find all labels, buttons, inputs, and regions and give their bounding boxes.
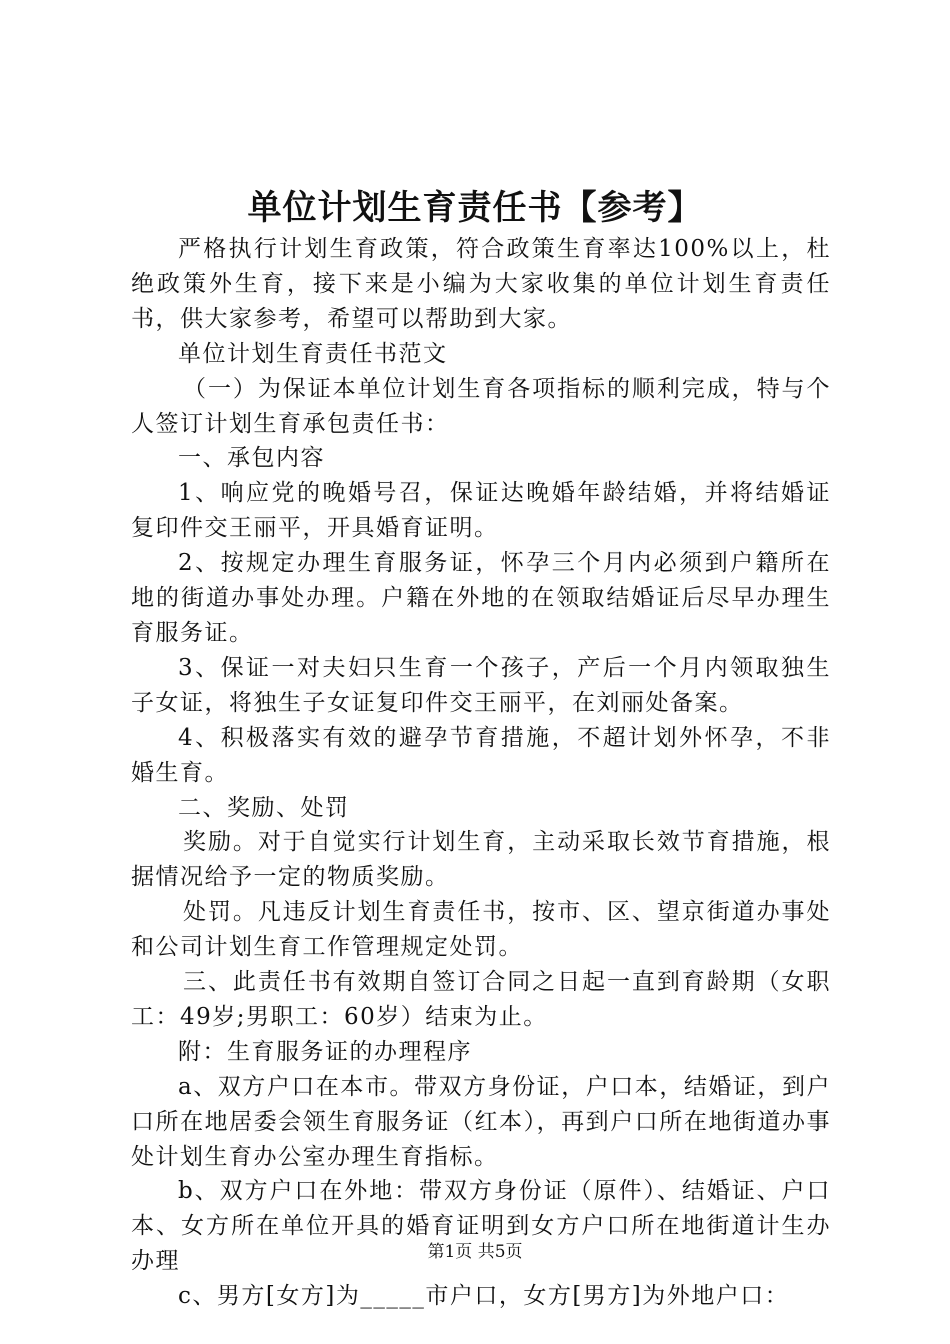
paragraph-item-1: 1、响应党的晚婚号召，保证达晚婚年龄结婚，并将结婚证复印件交王丽平，开具婚育证明。 [131, 480, 831, 542]
paragraph-appendix: 附：生育服务证的办理程序 [178, 1038, 472, 1065]
paragraph-intro: 严格执行计划生育政策，符合政策生育率达100%以上，杜绝政策外生育，接下来是小编为大家收集的单位计划生育责任书，供大家参考，希望可以帮助到大家。 [131, 236, 831, 332]
paragraph-heading-contract: 一、承包内容 [178, 445, 325, 472]
page-footer: 第1页 共5页 [427, 1242, 523, 1262]
paragraph-validity: 三、此责任书有效期自签订合同之日起一直到育龄期（女职工：49岁;男职工：60岁）结束为止。 [131, 969, 831, 1030]
document-title: 单位计划生育责任书【参考】 [247, 188, 703, 228]
paragraph-item-2: 2、按规定办理生育服务证，怀孕三个月内必须到户籍所在地的街道办事处办理。户籍在外地的在领取结婚证后尽早办理生育服务证。 [131, 550, 831, 646]
paragraph-heading-rewards: 二、奖励、处罚 [178, 794, 350, 821]
document-body [131, 232, 831, 1314]
paragraph-section-one: （一）为保证本单位计划生育各项指标的顺利完成，特与个人签订计划生育承包责任书： [131, 375, 831, 437]
paragraph-item-4: 4、积极落实有效的避孕节育措施，不超计划外怀孕，不非婚生育。 [131, 724, 831, 786]
paragraph-procedure-b: b、双方户口在外地：带双方身份证（原件）、结婚证、户口本、女方所在单位开具的婚育证明到女方户口所在地街道计生办办理 [131, 1178, 831, 1275]
paragraph-procedure-a: a、双方户口在本市。带双方身份证，户口本，结婚证，到户口所在地居委会领生育服务证（红本），再到户口所在地街道办事处计划生育办公室办理生育指标。 [131, 1073, 831, 1170]
paragraph-penalty: 处罚。凡违反计划生育责任书，按市、区、望京街道办事处和公司计划生育工作管理规定处罚。 [131, 899, 831, 961]
paragraph-heading-sample: 单位计划生育责任书范文 [178, 340, 448, 367]
paragraph-procedure-c: c、男方[女方]为_____市户口，女方[男方]为外地户口： [178, 1283, 790, 1310]
paragraph-item-3: 3、保证一对夫妇只生育一个孩子，产后一个月内领取独生子女证，将独生子女证复印件交王丽平，在刘丽处备案。 [131, 654, 831, 716]
paragraph-reward: 奖励。对于自觉实行计划生育，主动采取长效节育措施，根据情况给予一定的物质奖励。 [131, 829, 831, 891]
